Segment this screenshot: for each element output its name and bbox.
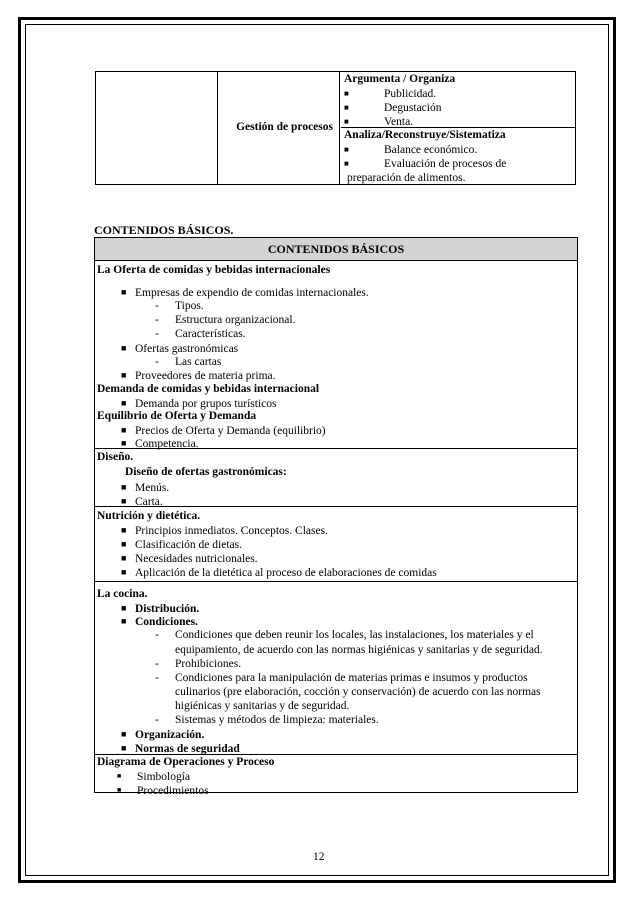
sub-item-continuation: equipamiento, de acuerdo con las normas higiénicas y sanitarias y de seguridad. [175,644,543,656]
bullet-icon: ■ [121,438,127,448]
sub-item: - Estructura organizacional. [155,314,296,326]
bullet-icon: ■ [344,89,349,98]
bullet-icon: ■ [344,159,349,168]
skills-cell [341,72,575,184]
sub-item: - Sistemas y métodos de limpieza: materiales. [155,714,379,726]
block-subheading: Diseño de ofertas gastronómicas: [125,466,287,478]
row-divider [95,448,577,449]
list-item: ■ Evaluación de procesos de [344,158,507,170]
sub-item-continuation: culinarios (pre elaboración, cocción y conservación) de acuerdo con las normas [175,686,541,698]
list-item: ■ Ofertas gastronómicas [121,343,239,355]
list-item: ■ Venta. [344,116,414,128]
list-item: ■ Carta. [121,496,163,508]
bullet-icon: ■ [121,616,127,626]
list-item: ■ Empresas de expendio de comidas internacionales. [121,287,369,299]
list-item: ■ Precios de Oferta y Demanda (equilibrio) [121,425,326,437]
list-item: ■ Competencia. [121,438,199,450]
bullet-icon: ■ [121,567,127,577]
bullet-icon: ■ [121,343,127,353]
table-header: CONTENIDOS BÁSICOS [95,238,577,261]
contents-table [94,237,578,797]
empty-cell [96,72,218,184]
bullet-icon: ■ [344,103,349,112]
block-heading: Diseño. [97,451,134,463]
bullet-icon: ■ [117,772,122,780]
block-heading: Nutrición y dietética. [97,510,201,522]
sub-item: - Características. [155,328,246,340]
list-item: ■ Clasificación de dietas. [121,539,242,551]
row-divider [95,506,577,507]
sub-item: - Condiciones para la manipulación de materias primas e insumos y productos [155,672,528,684]
bullet-icon: ■ [121,496,127,506]
block-heading: Diagrama de Operaciones y Proceso [97,756,275,768]
bullet-icon: ■ [121,425,127,435]
list-item: ■ Degustación [344,102,442,114]
list-item: ■ Simbología [117,771,191,783]
bullet-icon: ■ [121,398,127,408]
list-item: ■ Principios inmediatos. Conceptos. Clases. [121,525,328,537]
list-item: ■ Demanda por grupos turísticos [121,398,277,410]
process-label: Gestión de procesos [236,121,333,133]
sub-item: - Condiciones que deben reunir los locales, las instalaciones, los materiales y el [155,629,534,641]
sub-item: - Tipos. [155,300,204,312]
list-item: ■ Proveedores de materia prima. [121,370,276,382]
bullet-icon: ■ [121,525,127,535]
list-item: ■ Publicidad. [344,88,437,100]
list-item: ■ Menús. [121,482,170,494]
block-heading: La cocina. [97,588,148,600]
block-subheading: Equilibrio de Oferta y Demanda [97,410,257,422]
section-title: CONTENIDOS BÁSICOS. [94,223,234,237]
bullet-icon: ■ [121,370,127,380]
bullet-icon: ■ [121,553,127,563]
row-divider [95,581,577,582]
block-heading: La Oferta de comidas y bebidas internacionales [97,264,331,276]
bullet-icon: ■ [121,287,127,297]
page-number: 12 [313,851,325,863]
list-item: ■ Condiciones. [121,616,198,628]
list-item: ■ Organización. [121,729,205,741]
competencies-table [95,71,576,185]
bullet-icon: ■ [121,539,127,549]
sub-item-continuation: higiénicas y sanitarias y de seguridad. [175,700,350,712]
list-item: ■ Balance económico. [344,144,478,156]
bullet-icon: ■ [121,729,127,739]
skills-heading: Argumenta / Organiza [344,73,456,85]
sub-item: - Prohibiciones. [155,658,242,670]
bullet-icon: ■ [121,743,127,753]
bullet-icon: ■ [344,145,349,154]
block-subheading: Demanda de comidas y bebidas internacional [97,383,320,395]
list-item: ■ Distribución. [121,603,200,615]
list-item: ■ Normas de seguridad [121,743,240,755]
list-item: ■ Procedimientos [117,785,209,797]
list-item: ■ Aplicación de la dietética al proceso de elaboraciones de comidas [121,567,437,579]
sub-item: - Las cartas [155,356,222,368]
skills-heading: Analiza/Reconstruye/Sistematiza [344,129,506,141]
list-item: ■ Necesidades nutricionales. [121,553,258,565]
list-item-continuation: preparación de alimentos. [347,172,466,184]
skills-section-argumenta [341,72,575,128]
bullet-icon: ■ [121,482,127,492]
bullet-icon: ■ [344,117,349,126]
bullet-icon: ■ [117,786,122,794]
bullet-icon: ■ [121,603,127,613]
process-cell [218,72,340,184]
skills-section-analiza [341,128,575,184]
